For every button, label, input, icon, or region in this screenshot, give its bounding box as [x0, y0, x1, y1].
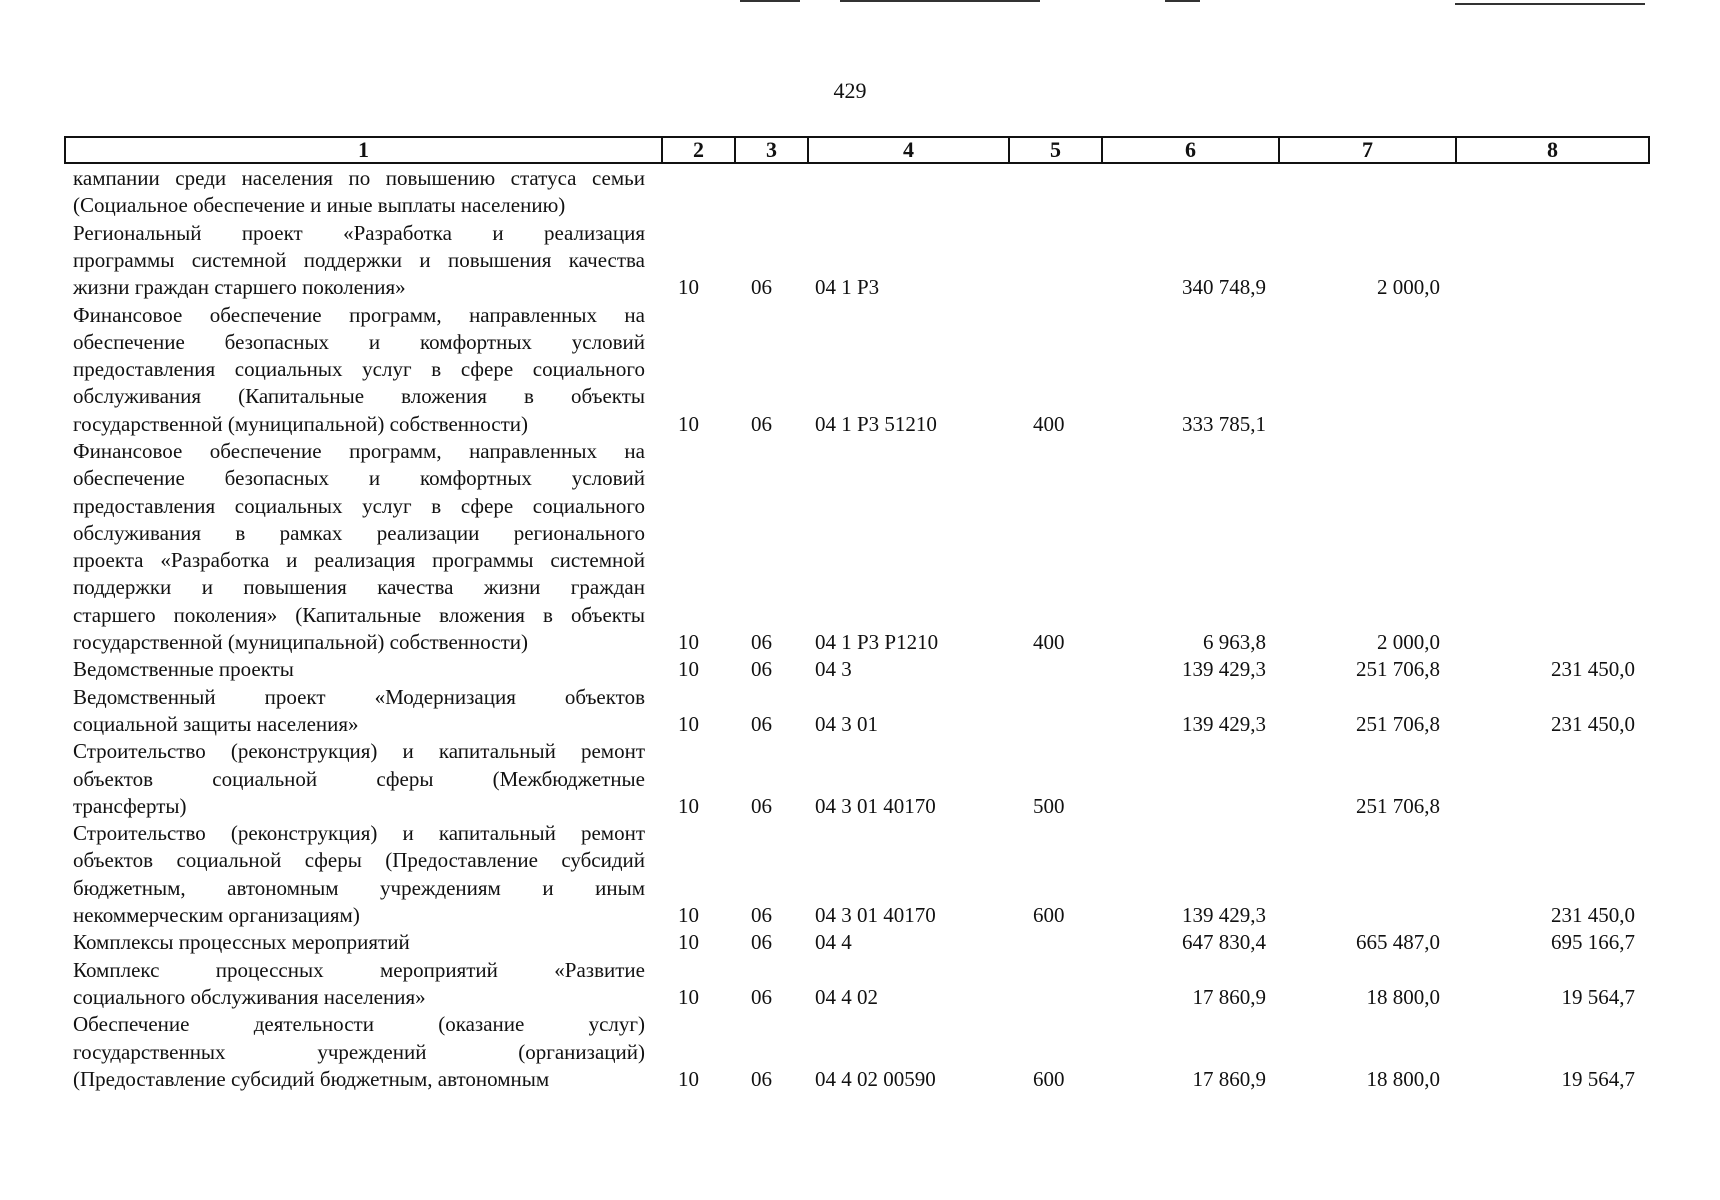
description-line: программы системной поддержки и повышения качества	[73, 247, 645, 272]
table-row	[0, 1011, 1720, 1093]
cell-c4: 04 3	[815, 657, 852, 682]
cell-c6: 139 429,3	[1182, 711, 1266, 736]
cell-c6: 340 748,9	[1182, 275, 1266, 300]
scan-line	[1455, 3, 1645, 5]
header-cell-1: 1	[358, 137, 369, 162]
cell-c2: 10	[678, 630, 699, 655]
cell-c6: 333 785,1	[1182, 411, 1266, 436]
description-line: трансферты)	[73, 793, 187, 818]
cell-c5: 400	[1033, 630, 1065, 655]
cell-c6: 17 860,9	[1192, 1066, 1266, 1091]
description-line: (Предоставление субсидий бюджетным, автономным	[73, 1066, 550, 1091]
cell-c4: 04 4	[815, 930, 852, 955]
cell-c8: 231 450,0	[1551, 903, 1635, 928]
cell-c3: 06	[751, 275, 772, 300]
cell-c6: 139 429,3	[1182, 903, 1266, 928]
cell-c5: 400	[1033, 411, 1065, 436]
cell-c2: 10	[678, 793, 699, 818]
cell-c4: 04 3 01	[815, 711, 878, 736]
description-line: бюджетным, автономным учреждениям и иным	[73, 875, 645, 900]
cell-c3: 06	[751, 411, 772, 436]
cell-c2: 10	[678, 657, 699, 682]
row-description	[73, 438, 645, 656]
cell-c6: 647 830,4	[1182, 930, 1266, 955]
row-description	[73, 220, 645, 302]
cell-c8: 231 450,0	[1551, 711, 1635, 736]
table-row	[0, 302, 1720, 439]
description-line: обеспечение безопасных и комфортных условий	[73, 466, 645, 491]
description-line: объектов социальной сферы (Предоставление субсидий	[73, 848, 645, 873]
cell-c7: 2 000,0	[1377, 630, 1440, 655]
cell-c7: 2 000,0	[1377, 275, 1440, 300]
header-cell-6: 6	[1101, 138, 1278, 162]
cell-c8: 231 450,0	[1551, 657, 1635, 682]
description-line: некоммерческим организациям)	[73, 903, 360, 928]
cell-c2: 10	[678, 930, 699, 955]
description-line: Региональный проект «Разработка и реализация	[73, 220, 645, 245]
cell-c3: 06	[751, 793, 772, 818]
description-line: Ведомственный проект «Модернизация объектов	[73, 684, 645, 709]
description-line: старшего поколения» (Капитальные вложения в объекты	[73, 602, 645, 627]
cell-c8: 19 564,7	[1561, 984, 1635, 1009]
table-row	[0, 438, 1720, 656]
header-cell-4: 4	[807, 138, 1008, 162]
cell-c2: 10	[678, 711, 699, 736]
header-cell-3: 3	[734, 138, 807, 162]
scan-line	[1165, 0, 1200, 2]
description-line: обеспечение безопасных и комфортных условий	[73, 329, 645, 354]
cell-c6: 6 963,8	[1203, 630, 1266, 655]
cell-c3: 06	[751, 1066, 772, 1091]
table-row	[0, 738, 1720, 820]
cell-c7: 251 706,8	[1356, 711, 1440, 736]
cell-c4: 04 3 01 40170	[815, 903, 936, 928]
scan-line	[840, 0, 1040, 2]
cell-c3: 06	[751, 984, 772, 1009]
row-description	[73, 165, 645, 220]
header-cell-5: 5	[1008, 138, 1101, 162]
description-line: Строительство (реконструкция) и капитальный ремонт	[73, 821, 645, 846]
header-cell-7: 7	[1278, 138, 1455, 162]
cell-c5: 600	[1033, 903, 1065, 928]
cell-c2: 10	[678, 275, 699, 300]
table-row	[0, 684, 1720, 739]
cell-c3: 06	[751, 930, 772, 955]
cell-c3: 06	[751, 657, 772, 682]
cell-c7: 251 706,8	[1356, 793, 1440, 818]
description-line: Комплекс процессных мероприятий «Развитие	[73, 957, 645, 982]
cell-c2: 10	[678, 984, 699, 1009]
table-row	[0, 957, 1720, 1012]
row-description	[73, 957, 645, 1012]
cell-c2: 10	[678, 1066, 699, 1091]
cell-c6: 17 860,9	[1192, 984, 1266, 1009]
description-line: кампании среди населения по повышению статуса семьи	[73, 166, 645, 190]
row-description	[73, 656, 645, 683]
cell-c3: 06	[751, 711, 772, 736]
row-description	[73, 820, 645, 929]
row-description	[73, 738, 645, 820]
description-line: Ведомственные проекты	[73, 657, 294, 682]
description-line: проекта «Разработка и реализация программы системной	[73, 548, 645, 573]
cell-c4: 04 3 01 40170	[815, 793, 936, 818]
description-line: государственной (муниципальной) собственности)	[73, 411, 529, 436]
description-line: Строительство (реконструкция) и капитальный ремонт	[73, 739, 645, 764]
cell-c8: 695 166,7	[1551, 930, 1635, 955]
description-line: Финансовое обеспечение программ, направленных на	[73, 439, 645, 463]
scan-line	[740, 0, 800, 2]
description-line: поддержки и повышения качества жизни граждан	[73, 575, 645, 600]
cell-c4: 04 4 02 00590	[815, 1066, 936, 1091]
description-line: Обеспечение деятельности (оказание услуг)	[73, 1012, 645, 1037]
cell-c3: 06	[751, 903, 772, 928]
row-description	[73, 302, 645, 438]
cell-c6: 139 429,3	[1182, 657, 1266, 682]
cell-c8: 19 564,7	[1561, 1066, 1635, 1091]
description-line: жизни граждан старшего поколения»	[73, 275, 406, 300]
cell-c5: 600	[1033, 1066, 1065, 1091]
cell-c7: 18 800,0	[1366, 1066, 1440, 1091]
cell-c7: 665 487,0	[1356, 930, 1440, 955]
table-row	[0, 929, 1720, 956]
page-number: 429	[833, 78, 867, 103]
header-cell-2: 2	[661, 138, 734, 162]
description-line: Комплексы процессных мероприятий	[73, 930, 410, 955]
cell-c4: 04 1 Р3 Р1210	[815, 630, 939, 655]
description-line: предоставления социальных услуг в сфере социального	[73, 357, 645, 382]
description-line: Финансовое обеспечение программ, направленных на	[73, 302, 645, 327]
description-line: (Социальное обеспечение и иные выплаты населению)	[73, 193, 566, 218]
table-row	[0, 820, 1720, 929]
cell-c7: 251 706,8	[1356, 657, 1440, 682]
cell-c4: 04 1 Р3	[815, 275, 880, 300]
description-line: государственных учреждений (организаций)	[73, 1039, 645, 1064]
cell-c7: 18 800,0	[1366, 984, 1440, 1009]
cell-c4: 04 4 02	[815, 984, 878, 1009]
row-description	[73, 684, 645, 739]
description-line: объектов социальной сферы (Межбюджетные	[73, 766, 645, 791]
cell-c5: 500	[1033, 793, 1065, 818]
description-line: социальной защиты населения»	[73, 711, 359, 736]
table-row	[0, 656, 1720, 683]
description-line: предоставления социальных услуг в сфере социального	[73, 493, 645, 518]
table-row	[0, 220, 1720, 302]
cell-c2: 10	[678, 411, 699, 436]
description-line: обслуживания (Капитальные вложения в объекты	[73, 384, 645, 409]
description-line: государственной (муниципальной) собственности)	[73, 630, 529, 655]
row-description	[73, 1011, 645, 1093]
description-line: социального обслуживания населения»	[73, 984, 426, 1009]
table-row	[0, 165, 1720, 220]
row-description	[73, 929, 645, 956]
cell-c3: 06	[751, 630, 772, 655]
header-cell-8: 8	[1455, 138, 1648, 162]
description-line: обслуживания в рамках реализации регионального	[73, 520, 645, 545]
table-header	[64, 136, 1650, 164]
cell-c2: 10	[678, 903, 699, 928]
cell-c4: 04 1 Р3 51210	[815, 411, 937, 436]
